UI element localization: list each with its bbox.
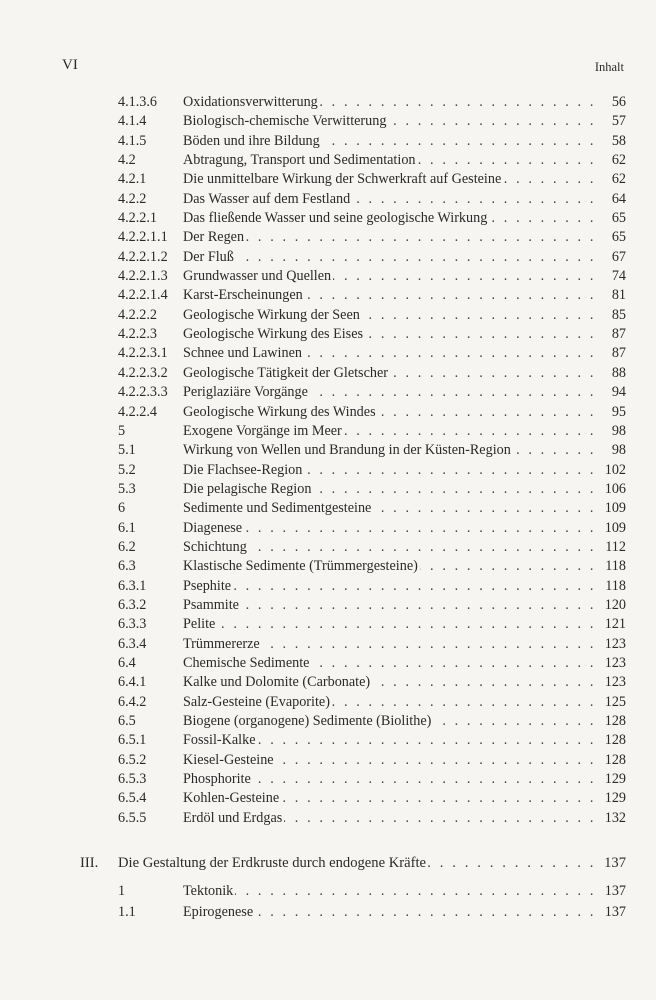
toc-page: 132 [604,809,626,826]
toc-title-container [183,441,596,460]
toc-row [118,693,626,712]
toc-number: 4.2.2.3.1 [118,345,168,362]
toc-title: Die Flachsee-Region [183,461,303,478]
section-page: 137 [604,855,626,871]
toc-page: 81 [611,287,626,304]
toc-title-container [183,228,596,247]
toc-title-container [183,344,596,363]
toc-title-container [183,809,596,828]
toc-title: Chemische Sedimente [183,654,310,671]
toc-row [118,151,626,170]
toc-page: 109 [604,500,626,517]
toc-sublist [118,881,626,923]
toc-title-container [183,112,596,131]
toc-number: 6.3 [118,558,136,575]
toc-title-container [183,248,596,267]
toc-title: Grundwasser und Quellen [183,268,332,285]
toc-row [118,286,626,305]
section-title-container [118,851,596,875]
toc-title-container [183,751,596,770]
toc-page: 137 [604,904,626,920]
toc-row [118,809,626,828]
toc-page: 98 [611,442,626,459]
toc-row [118,112,626,131]
toc-title-container [183,557,596,576]
toc-row [118,93,626,112]
toc-number: 4.2.2.1.1 [118,229,168,246]
toc-title-container [183,306,596,325]
toc-page: 128 [604,732,626,749]
toc-title: Der Regen [183,229,245,246]
toc-title: Schichtung [183,538,247,555]
toc-title-container [183,170,596,189]
toc-row [118,499,626,518]
toc-row [118,596,626,615]
toc-page: 87 [611,326,626,343]
toc-number: 6.5.5 [118,809,147,826]
toc-row [118,751,626,770]
toc-row [118,403,626,422]
toc-number: 6.3.4 [118,635,147,652]
toc-row [118,364,626,383]
toc-page: 65 [611,229,626,246]
toc-row [118,461,626,480]
page-header-number: VI [62,57,78,73]
toc-title: Klastische Sedimente (Trümmergesteine) [183,558,418,575]
toc-row [118,132,626,151]
toc-page: 137 [604,883,626,899]
toc-number: 6.1 [118,519,136,536]
toc-row [118,170,626,189]
toc-page: 85 [611,306,626,323]
toc-page: 98 [611,422,626,439]
toc-page: 112 [605,538,626,555]
toc-row [118,712,626,731]
toc-title: Psammite [183,596,239,613]
toc-number: 6.4.1 [118,674,147,691]
toc-title: Biologisch-chemische Verwitterung [183,113,387,130]
toc-title: Pelite [183,616,216,633]
toc-row [118,209,626,228]
toc-title-container [183,151,596,170]
toc-title-container [183,902,596,923]
toc-page: 123 [604,674,626,691]
toc-title: Das Wasser auf dem Festland [183,190,351,207]
toc-title-container [183,577,596,596]
toc-title-container [183,190,596,209]
toc-page: 95 [611,403,626,420]
toc-title: Periglaziäre Vorgänge [183,384,308,401]
toc-title-container [183,93,596,112]
toc-title: Kohlen-Gesteine [183,790,280,807]
toc-section-heading [62,851,626,875]
toc-number: 6.2 [118,538,136,555]
toc-number: 4.1.5 [118,132,147,149]
toc-row [118,306,626,325]
toc-page: 129 [604,790,626,807]
toc-title: Das fließende Wasser und seine geologische Wirkung [183,210,488,227]
toc-row [118,190,626,209]
toc-title-container [183,596,596,615]
toc-page: 118 [605,577,626,594]
toc-page: 57 [611,113,626,130]
toc-number: 4.2.2.4 [118,403,158,420]
toc-number: 4.2.2.1.4 [118,287,168,304]
toc-title-container [183,731,596,750]
toc-page: 123 [604,654,626,671]
toc-title: Karst-Erscheinungen [183,287,303,304]
toc-number: 6.5 [118,713,136,729]
toc-title-container [183,364,596,383]
toc-title: Salz-Gesteine (Evaporite) [183,693,330,710]
toc-title: Die pelagische Region [183,480,312,497]
toc-row [118,673,626,692]
toc-number: 4.2.2.2 [118,306,158,323]
toc-page: 65 [611,210,626,227]
toc-row [118,770,626,789]
toc-title-container [183,267,596,286]
toc-page: 125 [604,693,626,710]
toc-row [118,615,626,634]
toc-number: 4.2.1 [118,171,147,188]
toc-row [118,480,626,499]
toc-row [118,902,626,923]
toc-title: Oxidationsverwitterung [183,94,318,110]
toc-title: Geologische Tätigkeit der Gletscher [183,364,388,381]
toc-row [118,577,626,596]
toc-number: 6.5.2 [118,751,147,768]
toc-page: 102 [604,461,626,478]
section-number: III. [80,855,99,871]
toc-title: Trümmererze [183,635,260,652]
toc-row [118,789,626,808]
toc-title-container [183,461,596,480]
toc-number: 6.5.1 [118,732,147,749]
toc-number: 6.5.4 [118,790,147,807]
toc-page: 88 [611,364,626,381]
toc-title: Diagenese [183,519,243,536]
toc-title-container [183,383,596,402]
toc-title-container [183,654,596,673]
toc-title-container [183,422,596,441]
toc-title: Böden und ihre Bildung [183,132,320,149]
toc-number: 4.1.4 [118,113,147,130]
toc-title: Tektonik [183,883,234,899]
toc-number: 1 [118,883,126,899]
toc-page: 74 [611,268,626,285]
toc-title: Geologische Wirkung der Seen [183,306,360,323]
toc-row [118,654,626,673]
toc-number: 6.4.2 [118,693,147,710]
toc-row [118,248,626,267]
toc-title-container [183,789,596,808]
toc-page: 123 [604,635,626,652]
toc-title: Der Fluß [183,248,234,265]
section-title: Die Gestaltung der Erdkruste durch endogene Kräfte [118,855,426,871]
toc-row [118,881,626,902]
toc-title: Abtragung, Transport und Sedimentation [183,152,416,169]
toc-number: 6.5.3 [118,771,147,788]
toc-number: 4.1.3.6 [118,94,158,110]
toc-row [118,441,626,460]
toc-number: 4.2.2.1.3 [118,268,168,285]
toc-title-container [183,712,596,731]
toc-row [118,383,626,402]
toc-title-container [183,635,596,654]
toc-number: 4.2.2.3 [118,326,158,343]
toc-page: 62 [611,152,626,169]
toc-title: Exogene Vorgänge im Meer [183,422,342,439]
toc-title-container [183,881,596,902]
toc-row [118,325,626,344]
toc-title: Geologische Wirkung des Eises [183,326,364,343]
toc-row [118,422,626,441]
toc-number: 6.4 [118,654,136,671]
toc-page: 121 [604,616,626,633]
toc-number: 5 [118,422,126,439]
toc-page: 129 [604,771,626,788]
toc-title-container [183,325,596,344]
toc-page: 106 [604,480,626,497]
toc-page: 128 [604,713,626,729]
toc-number: 6.3.2 [118,596,147,613]
toc-title: Schnee und Lawinen [183,345,302,362]
toc-number: 6.3.1 [118,577,147,594]
toc-page: 118 [605,558,626,575]
toc-number: 5.2 [118,461,136,478]
toc-title: Biogene (organogene) Sedimente (Biolithe) [183,713,432,729]
toc-number: 4.2.2 [118,190,147,207]
toc-title-container [183,538,596,557]
toc-page: 56 [611,94,626,110]
toc-number: 6 [118,500,126,517]
toc-title: Fossil-Kalke [183,732,256,749]
toc-title: Phosphorite [183,771,251,788]
toc-page: 58 [611,132,626,149]
toc-title-container [183,499,596,518]
toc-title-container [183,132,596,151]
toc-title-container [183,519,596,538]
toc-title-container [183,770,596,789]
toc-title-container [183,480,596,499]
toc-row [118,267,626,286]
toc-title-container [183,286,596,305]
toc-title: Geologische Wirkung des Windes [183,403,376,420]
toc-number: 4.2.2.3.3 [118,384,168,401]
toc-number: 6.3.3 [118,616,147,633]
toc-row [118,635,626,654]
toc-title: Kalke und Dolomite (Carbonate) [183,674,371,691]
toc-row [118,228,626,247]
toc-title: Wirkung von Wellen und Brandung in der Küsten-Region [183,442,511,459]
toc-title-container [183,693,596,712]
toc-page: 94 [611,384,626,401]
toc-row [118,344,626,363]
toc-number: 1.1 [118,904,136,920]
toc-title: Sedimente und Sedimentgesteine [183,500,372,517]
toc-number: 4.2.2.1.2 [118,248,168,265]
toc-row [118,519,626,538]
toc-list [118,93,626,828]
toc-title-container [183,673,596,692]
toc-number: 4.2 [118,152,136,169]
toc-number: 4.2.2.3.2 [118,364,168,381]
toc-row [118,557,626,576]
toc-title-container [183,615,596,634]
toc-page: 109 [604,519,626,536]
toc-page: 120 [604,596,626,613]
toc-row [118,538,626,557]
toc-page: 67 [611,248,626,265]
toc-title-container [183,403,596,422]
toc-number: 4.2.2.1 [118,210,158,227]
toc-title: Epirogenese [183,904,254,920]
page-header-title: Inhalt [594,60,624,74]
toc-page: 64 [611,190,626,207]
toc-page: 128 [604,751,626,768]
toc-title: Kiesel-Gesteine [183,751,274,768]
toc-title: Erdöl und Erdgas [183,809,283,826]
toc-number: 5.1 [118,442,136,459]
toc-row [62,851,626,875]
toc-page: 87 [611,345,626,362]
toc-title-container [183,209,596,228]
toc-page: 62 [611,171,626,188]
toc-title: Die unmittelbare Wirkung der Schwerkraft auf Gesteine [183,171,502,188]
toc-title: Psephite [183,577,232,594]
toc-number: 5.3 [118,480,136,497]
toc-row [118,731,626,750]
